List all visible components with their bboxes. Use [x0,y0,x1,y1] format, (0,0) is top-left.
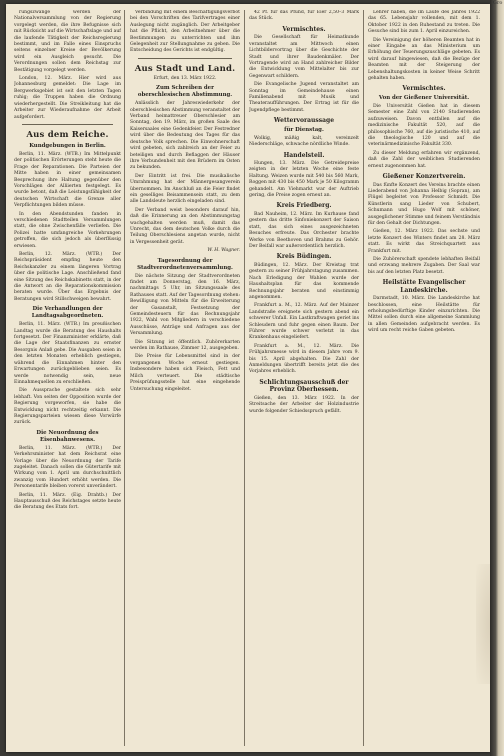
adjacent-page-edge [490,0,504,756]
article-subheading: Heilstätte Evangelischer Landeskirche. [382,279,466,294]
article-paragraph: Das fünfte Konzert des Vereins brachte einen Liederabend von Johanna Helbig (Sopran), am Flügel begleitet von Professor Schmidt. Die Künstlerin sang Lieder von Schubert, Schumann und Hugo Wolf mit schöner, ausgeglichener Stimme und feinem Verständnis für den Gehalt der Dichtungen. [368,182,480,226]
article-paragraph: Die Zuhörerschaft spendete lebhaften Beifall und erzwang mehrere Zugaben. Der Saal war bis auf den letzten Platz besetzt. [368,257,480,275]
column-rule [244,10,245,746]
article-paragraph: Frankfurt a. M., 12. März. Auf der Mainzer Landstraße ereignete sich gestern abend ein schwerer Unfall. Ein Lastkraftwagen geriet ins Schleudern und fuhr gegen einen Baum. Der Führer wurde schwer verletzt in das Krankenhaus eingeliefert. [249,303,359,341]
signature: W. H. Wagner. [207,248,240,254]
article-paragraph: In den Abendstunden fanden in verschiedenen Stadtteilen Versammlungen statt, die ohne Zwischenfälle verliefen. Die Polizei hatte umfangreiche Vorkehrungen getroffen, die sich jedoch als überflüssig erwiesen. [14,211,121,249]
article-paragraph: Der Verband weist besonders darauf hin, daß die Erinnerung an den Abstimmungstag wachgehalten werden muß, damit das Unrecht, das dem deutschen Volke durch die Teilung Oberschlesiens angetan wurde, nicht in Vergessenheit gerät. [130,207,240,245]
article-paragraph: Die Aussprache gestaltete sich sehr lebhaft. Von seiten der Opposition wurde der Regierung vorgeworfen, sie habe die Entwicklung nicht rechtzeitig erkannt. Die Regierungsparteien wiesen diese Vorwürfe zurück. [14,388,121,426]
article-paragraph: Darmstadt, 10. März. Die Landeskirche hat beschlossen, eine Heilstätte für erholungsbedürftige Kinder einzurichten. Die Mittel sollen durch eine allgemeine Sammlung in allen Gemeinden aufgebracht werden. Es wird um recht reiche Gaben gebeten. [368,296,480,334]
article-paragraph: Frankfurt a. M., 12. März. Die Frühjahrsmesse wird in diesem Jahre vom 9. bis 15. April abgehalten. Die Zahl der Anmeldungen übertrifft bereits jetzt die des Vorjahres erheblich. [249,343,359,375]
article-paragraph: Die Sitzung ist öffentlich. Zuhörerkarten werden im Rathause, Zimmer 12, ausgegeben. [130,339,240,352]
column-rule [363,10,364,746]
article-paragraph: Berlin, 11. März. (WTB.) Der Verkehrsminister hat dem Reichsrat eine Vorlage über die Neuordnung der Tarife zugeleitet. Danach sollen die Gütertarife mit Wirkung vom 1. April um durchschnittlich zwanzig vom Hundert erhöht werden. Die Personentarife bleiben vorerst unverändert. [14,445,121,490]
paper-stain [476,564,490,684]
article-paragraph: 42 Pf. für das Pfund, für Eier 2,50–3 Mark das Stück. [249,10,359,22]
article-paragraph: Die Evangelische Jugend veranstaltet am Sonntag im Gemeindehause einen Familienabend mit Musik und Theateraufführungen. Der Ertrag ist für die Jugendpflege bestimmt. [249,82,359,113]
article-paragraph: rungszwänge werden der Nationalversammlung von der Regierung vorgelegt werden, die ihre Befugnisse sich mit Rücksicht auf die Wirtschaftslage und auf die laufende Tätigkeit der Reichsregierung bestimmt, und im Falle eines Einspruchs seitens einzelner Kreise der Bevölkerung wird ein Ausgleich gesucht. Die Verordnungen sollen dem Reichstag zur Bestätigung vorgelegt werden. [14,10,121,73]
article-subheading: Zum Schreiben der oberschlesischen Abstimmung. [137,85,233,99]
article-subheading: Kreis Friedberg. [276,202,332,210]
article-subheading: Kreis Büdingen. [276,253,332,261]
column-2 [130,10,240,746]
article-paragraph: Wolkig, mäßig kalt, vereinzelt Niederschläge, schwache nördliche Winde. [249,135,359,148]
article-paragraph: Zu dieser Meldung erfahren wir ergänzend, daß die Zahl der weiblichen Studierenden erneut zugenommen hat. [368,150,480,169]
article-paragraph: Berlin, 11. März. (Eig. Drahtb.) Der Hauptausschuß des Reichstages setzte heute die Beratung des Etats fort. [14,492,121,511]
article-paragraph: Der Eintritt ist frei. Die musikalische Umrahmung hat der Männergesangverein übernommen. Im Anschluß an die Feier findet ein geselliges Beisammensein statt, zu dem alle Landsleute herzlich eingeladen sind. [130,173,240,205]
article-subheading: Wettervoraussage [273,117,335,125]
article-paragraph: Hungen, 13. März. Die Getreidepreise zeigten in der letzten Woche eine feste Haltung. Weizen wurde mit 540 bis 560 Mark, Roggen mit 430 bis 450 Mark je 50 Kilogramm gehandelt. Am Viehmarkt war der Auftrieb gering, die Preise zogen erneut an. [249,161,359,199]
article-paragraph: Die Gesellschaft für Heimatkunde veranstaltet am Mittwoch einen Lichtbildervortrag über die Geschichte der Stadt und ihrer Baudenkmäler. Der Vortragende wird an Hand zahlreicher Bilder die Entwicklung vom Mittelalter bis zur Gegenwart schildern. [249,35,359,79]
article-paragraph: Lehrer haben, die im Laufe des Jahres 1922 das 65. Lebensjahr vollenden, mit dem 1. Oktober 1922 in den Ruhestand zu treten. Die Gesuche sind bis zum 1. April einzureichen. [368,10,480,35]
article-subheading: Vermischtes. [402,85,446,93]
article-paragraph: Büdingen, 12. März. Der Kreistag trat gestern zu seiner Frühjahrstagung zusammen. Nach Erledigung der Wahlen wurde der Haushaltsplan für das kommende Rechnungsjahr beraten und einstimmig angenommen. [249,262,359,300]
article-paragraph: Verbindung mit einem Beschäftigungsverbot bei den Vorschriften des Tarifvertrages einer Auslegung nicht zugänglich. Der Arbeitgeber hat die Pflicht, den Arbeitnehmer über die Bestimmungen zu unterrichten und ihm Gelegenheit zur Stellungnahme zu geben. Die Entscheidung des Gerichts ist endgültig. [130,10,240,54]
article-paragraph: Berlin, 11. März. (WTB.) Im preußischen Landtag wurde die Beratung des Haushalts fortgesetzt. Der Finanzminister erklärte, daß die Lage der Staatsfinanzen zu ernster Besorgnis Anlaß gebe. Die Ausgaben seien in den letzten Monaten erheblich gestiegen, während die Einnahmen hinter den Erwartungen zurückgeblieben seien. Es werde notwendig sein, neue Einnahmequellen zu erschließen. [14,322,121,385]
section-heading: Aus dem Reiche. [26,129,109,140]
article-paragraph: London, 12. März. Hier wird aus Johannesburg gemeldet: Die Lage im Bergwerksgebiet ist seit den letzten Tagen ruhig; die Truppen haben die Ordnung wiederhergestellt. Die Streikleitung hat die Arbeiter zur Wiederaufnahme der Arbeit aufgefordert. [14,76,121,120]
article-paragraph: Anlässlich der Jahreswiederkehr der oberschlesischen Abstimmung veranstaltet der Verband heimattreuer Oberschlesier am Sonntag, den 19. März, im großen Saale des Kaisersaales eine Gedenkfeier. Der Festredner wird über die Bedeutung des Tages für das deutsche Volk sprechen. Die Einwohnerschaft wird gebeten, sich zahlreich an der Feier zu beteiligen und durch Beflaggen der Häuser ihre Verbundenheit mit den Brüdern im Osten zu bekunden. [130,101,240,171]
article-paragraph: Bad Nauheim, 12. März. Im Kurhause fand gestern das dritte Sinfoniekonzert der Saison statt, das sich eines ausgezeichneten Besuches erfreute. Das Orchester brachte Werke von Beethoven und Brahms zu Gehör. Der Beifall war außerordentlich herzlich. [249,211,359,249]
column-1 [14,10,121,746]
divider [22,124,113,125]
article-subheading: Tagesordnung der Stadtverordnetenversammlung. [137,257,233,271]
column-3 [249,10,359,746]
edge-text: Gro [493,0,503,6]
dateline: Erfurt, den 13. März 1922. [153,75,217,81]
article-paragraph: Die Universität Gießen hat in diesem Semester eine Zahl von 2140 Studierenden aufzuweisen. Davon entfallen auf die medizinische Fakultät 520, auf die philosophische 760, auf die juristische 410, auf die theologische 120 und auf die veterinärmedizinische Fakultät 330. [368,103,480,148]
article-subheading: Schlichtungsausschuß der Provinz Oberhessen. [259,378,349,394]
article-paragraph: Die Vereinigung der höheren Beamten hat in einer Eingabe an das Ministerium um Erhöhung der Teuerungszuschläge gebeten. Es wird darauf hingewiesen, daß die Bezüge der Beamten mit der Steigerung der Lebenshaltungskosten in keiner Weise Schritt gehalten haben. [368,37,480,82]
article-paragraph: Die nächste Sitzung der Stadtverordneten findet am Donnerstag, den 16. März, nachmittags 5 Uhr, im Sitzungssaale des Rathauses statt. Auf der Tagesordnung stehen: Bewilligung von Mitteln für die Erweiterung der Gasanstalt, Festsetzung der Gemeindesteuern für das Rechnungsjahr 1922, Wahl von Mitgliedern in verschiedene Ausschüsse, Anträge und Anfragen aus der Versammlung. [130,273,240,337]
divider [138,58,232,59]
article-paragraph: Berlin, 12. März. (WTB.) Der Reichspräsident empfing heute den Reichskanzler zu einem längeren Vortrag über die politische Lage. Anschließend fand eine Sitzung des Reichskabinetts statt, in der die Antwort an die Reparationskommission beraten wurde. Über das Ergebnis der Beratungen wird Stillschweigen bewahrt. [14,252,121,302]
article-subheading: Von der Gießener Universität. [378,94,470,101]
article-subheading: Die Neuordnung des Eisenbahnwesens. [36,429,99,443]
newspaper-page [6,4,490,752]
article-paragraph: Berlin, 11. März. (WTB.) Im Mittelpunkt der politischen Erörterungen steht heute die Frage der Reparationen. Die Parteien der Mitte haben in einer gemeinsamen Besprechung ihre Haltung gegenüber den Vorschlägen der Alliierten festgelegt. Es wurde betont, daß die Leistungsfähigkeit der deutschen Wirtschaft die Grenze aller Verpflichtungen bilden müsse. [14,151,121,209]
article-paragraph: Gießen, den 13. März 1922. In der Streitsache der Arbeiter der Holzindustrie wurde folgender Schiedsspruch gefällt. [249,395,359,414]
article-subheading: Handelsteil. [283,151,325,159]
article-subheading: Vermischtes. [282,25,326,33]
section-heading: Aus Stadt und Land. [134,63,236,74]
column-rule [124,10,125,746]
article-paragraph: Die Preise für Lebensmittel sind in der vergangenen Woche erneut gestiegen. Insbesondere haben sich Fleisch, Fett und Milch verteuert. Die städtische Preisprüfungsstelle hat eine eingehende Untersuchung eingeleitet. [130,354,240,392]
article-paragraph: Gießen, 12. März 1922. Das sechste und letzte Konzert des Winters findet am 28. März statt. Es wirkt das Streichquartett aus Frankfurt mit. [368,229,480,254]
article-subheading: für Dienstag. [284,126,324,133]
article-subheading: Die Verhandlungen der Landtagsabgeordneten. [31,306,104,320]
article-subheading: Kundgebungen in Berlin. [29,142,106,149]
column-4 [368,10,480,746]
article-subheading: Gießener Konzertverein. [382,173,466,181]
